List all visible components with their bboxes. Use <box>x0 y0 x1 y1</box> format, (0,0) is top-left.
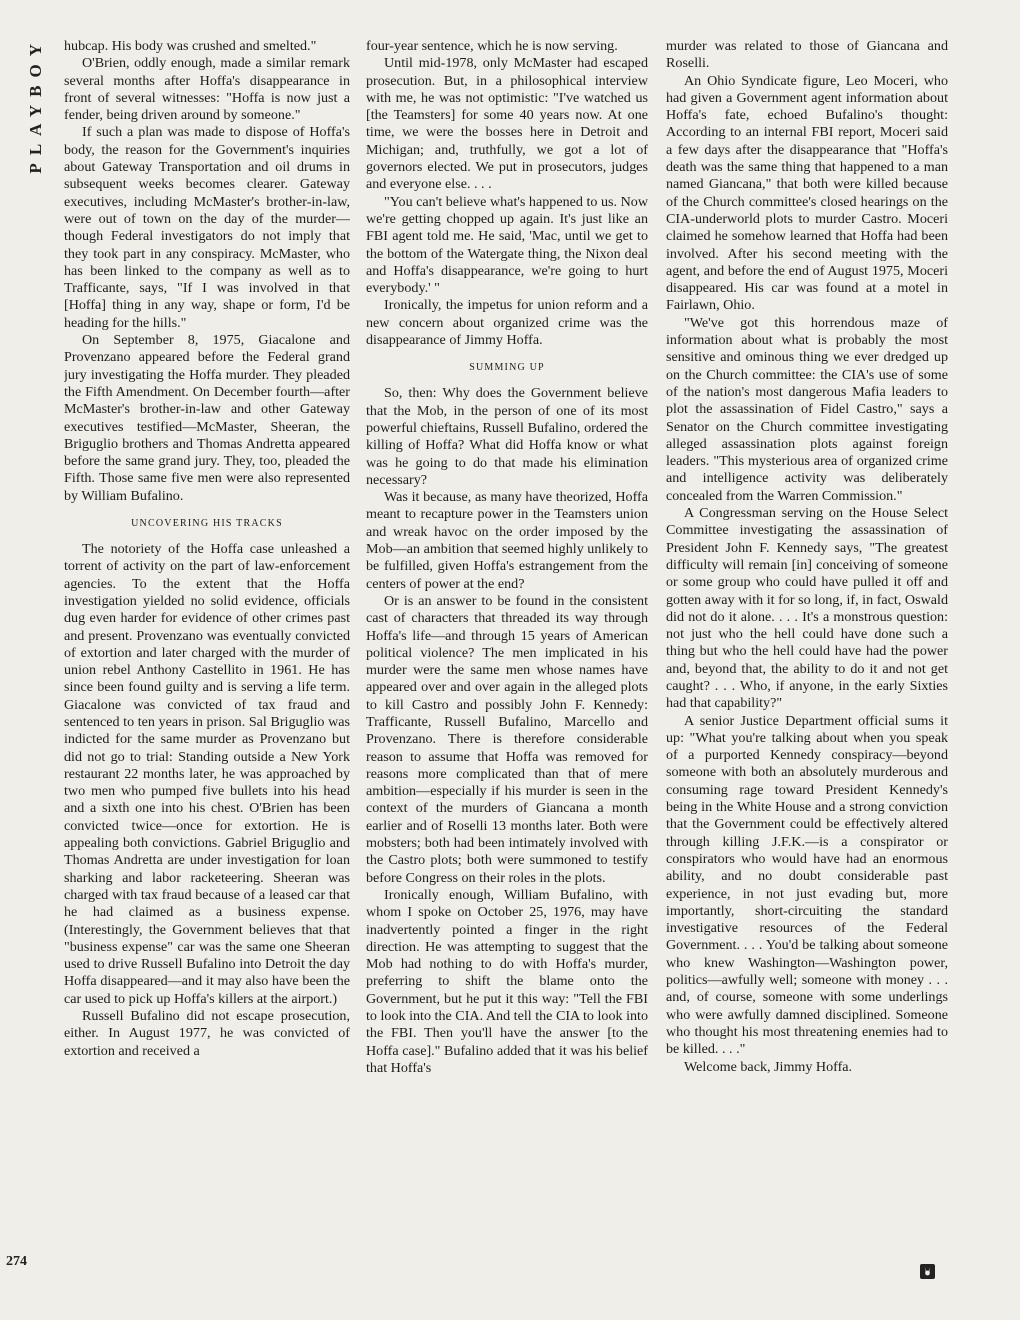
paragraph: Ironically enough, William Bufalino, with whom I spoke on October 25, 1976, may have inadvertently pointed a finger in the right direction. He was attempting to suggest that the Mob had nothing to do with Hoffa's murder, preferring to shift the blame onto the Government, but he put it this way: "Tell the FBI to look into the CIA. And tell the CIA to look into the FBI. Then you'll have the answer [to the Hoffa case]." Bufalino added that it was his belief that Hoffa's <box>366 886 648 1076</box>
paragraph: murder was related to those of Giancana and Roselli. <box>666 38 948 72</box>
paragraph: Welcome back, Jimmy Hoffa. <box>684 1058 853 1075</box>
paragraph: "You can't believe what's happened to us. Now we're getting chopped up again. It's just like an FBI agent told me. He said, 'Mac, until we get to the bottom of the Watergate thing, the Nixon deal and Hoffa's disappearance, we're going to hurt everybody.' " <box>366 193 648 297</box>
page-number: 274 <box>6 1254 27 1269</box>
paragraph: An Ohio Syndicate figure, Leo Moceri, who had given a Government agent information about Hoffa's fate, echoed Bufalino's thought: According to an internal FBI report, Moceri said a few days after the disappearance that "Hoffa's death was the same thing that happened to a man named Giancana," that both were killed because of the Church committee's closed hearings on the CIA-underworld plots to murder Castro. Moceri claimed he somehow learned that Hoffa had been involved. After his second meeting with the agent, and before the end of August 1975, Moceri disappeared. His car was found at a motel in Fairlawn, Ohio. <box>666 72 948 314</box>
masthead-text: PLAYBOY <box>26 36 45 174</box>
rabbit-end-mark-icon <box>920 1264 935 1279</box>
paragraph: hubcap. His body was crushed and smelted." <box>64 38 317 54</box>
paragraph: On September 8, 1975, Giacalone and Provenzano appeared before the Federal grand jury investigating the Hoffa murder. They pleaded the Fifth Amendment. On December fourth—after McMaster's brother-in-law and other Gateway executives testified—McMaster, Sheeran, the Briguglio brothers and Thomas Andretta appeared before the same grand jury. They, too, pleaded the Fifth. Those same five men were also represented by William Bufalino. <box>64 332 350 504</box>
section-heading: SUMMING UP <box>469 362 545 374</box>
masthead <box>24 36 46 174</box>
paragraph: "We've got this horrendous maze of information about what is probably the most sensitive and ominous thing we ever dredged up on the Church committee: the CIA's use of some of the nation's most dangerous Mafia leaders to plot the assassination of Fidel Castro," says a Senator on the Church committee investigating alleged assassination plots against foreign leaders. "This mysterious area of organized crime and intelligence activity was deliberately concealed from the Warren Commission." <box>666 314 948 504</box>
paragraph: The notoriety of the Hoffa case unleashed a torrent of activity on the part of law-enforcement agencies. To the extent that the Hoffa investigation yielded no solid evidence, officials dug even harder for evidence of other crimes past and present. Provenzano was eventually convicted of extortion and later charged with the murder of union rebel Anthony Castellito in 1961. He has since been found guilty and is serving a life term. Giacalone was convicted of tax fraud and sentenced to ten years in prison. Sal Briguglio was indicted for the same murder as Provenzano but did not go to trial: Standing outside a New York restaurant 22 months later, he was approached by two men who pumped five bullets into his head and a sixth one into his chest. O'Brien has been convicted twice—once for extortion. He is appealing both convictions. Gabriel Briguglio and Thomas Andretta are under investigation for loan sharking and labor racketeering. Sheeran was charged with tax fraud because of a leased car that he had claimed as a business expense. (Interestingly, the Government believes that that "business expense" car was the same one Sheeran used to drive Russell Bufalino into Detroit the day Hoffa disappeared—and it may also have been the car used to pick up Hoffa's killers at the airport.) <box>64 541 350 1007</box>
paragraph: four-year sentence, which he is now serving. <box>366 38 618 54</box>
paragraph: Russell Bufalino did not escape prosecution, either. In August 1977, he was convicted of extortion and received a <box>64 1008 350 1059</box>
column-1 <box>64 38 350 1288</box>
paragraph: Ironically, the impetus for union reform and a new concern about organized crime was the disappearance of Jimmy Hoffa. <box>366 297 648 349</box>
section-heading: UNCOVERING HIS TRACKS <box>131 518 283 530</box>
paragraph: O'Brien, oddly enough, made a similar remark several months after Hoffa's disappearance in front of several witnesses: "Hoffa is now just a fender, being driven around by someone." <box>64 55 350 124</box>
paragraph: A Congressman serving on the House Select Committee investigating the assassination of President John F. Kennedy says, "The greatest difficulty will remain [in] conceiving of someone or some group who could have pulled it off and gotten away with it for so long, if, in fact, Oswald did not do it alone. . . . It's a monstrous question: not just who the hell could have done such a thing but who the hell could have had the power and, beyond that, the ability to do it and not get caught? . . . Who, if anyone, in the early Sixties had that capability?" <box>666 505 948 712</box>
paragraph: So, then: Why does the Government believe that the Mob, in the person of one of its most powerful chieftains, Russell Bufalino, ordered the killing of Hoffa? What did Hoffa know or what was he going to do that made his elimination necessary? <box>366 385 648 488</box>
paragraph: Or is an answer to be found in the consistent cast of characters that threaded its way through Hoffa's life—and through 15 years of American political violence? The men implicated in his murder were the same men whose names have appeared over and over again in the alleged plots to kill Castro and possibly John F. Kennedy: Trafficante, Russell Bufalino, Marcello and Provenzano. There is therefore considerable reason to assume that Hoffa was removed for reasons more complicated than that of mere ambition—especially if his murder is seen in the context of the murders of Giancana a month earlier and of Roselli 13 months later. Both were mobsters; both had been intimately involved with the Castro plots; both were summoned to testify before Congress on their roles in the plots. <box>366 592 648 886</box>
paragraph: Until mid-1978, only McMaster had escaped prosecution. But, in a philosophical interview with me, he was not optimistic: "I've watched us [the Teamsters] for some 40 years now. At one time, we were the bosses here in Detroit and Michigan; and, truthfully, we got a lot of governors elected. We put in prosecutors, judges and everyone else. . . . <box>366 55 648 193</box>
paragraph: Was it because, as many have theorized, Hoffa meant to recapture power in the Teamsters union and wreak havoc on the order imposed by the Mob—an ambition that seemed highly unlikely to be fulfilled, given Hoffa's estrangement from the centers of power at the end? <box>366 489 648 592</box>
paragraph: If such a plan was made to dispose of Hoffa's body, the reason for the Government's inquiries about Gateway Transportation and oil drums in subsequent weeks becomes clearer. Gateway executives, including McMaster's brother-in-law, were out of town on the day of the murder—though Federal investigators do not imply that they took part in any conspiracy. McMaster, who has been linked to the company as well as to Trafficante, says, "If I was involved in that [Hoffa] thing in any way, shape or form, I'd be heading for the hills." <box>64 124 350 331</box>
paragraph: A senior Justice Department official sums it up: "What you're talking about when you speak of a purported Kennedy conspiracy—beyond someone with both an absolutely murderous and consuming rage toward President Kennedy's being in the White House and a strong conviction that the Government could be effectively altered through killing J.F.K.—is a conspirator or conspirators who would have had an enormous ability, and no doubt considerable past experience, in not just evading but, more importantly, short-circuiting the standard investigative resources of the Federal Government. . . . You'd be talking about someone who knew Washington—Washington power, politics—awfully well; someone with money . . . and, of course, someone with some underlings who were awfully damned disciplined. Someone who thought his most threatening enemies had to be killed. . . ." <box>666 712 948 1058</box>
column-2 <box>366 38 648 1288</box>
column-3 <box>666 38 948 1288</box>
rabbit-head-icon <box>922 1266 933 1277</box>
